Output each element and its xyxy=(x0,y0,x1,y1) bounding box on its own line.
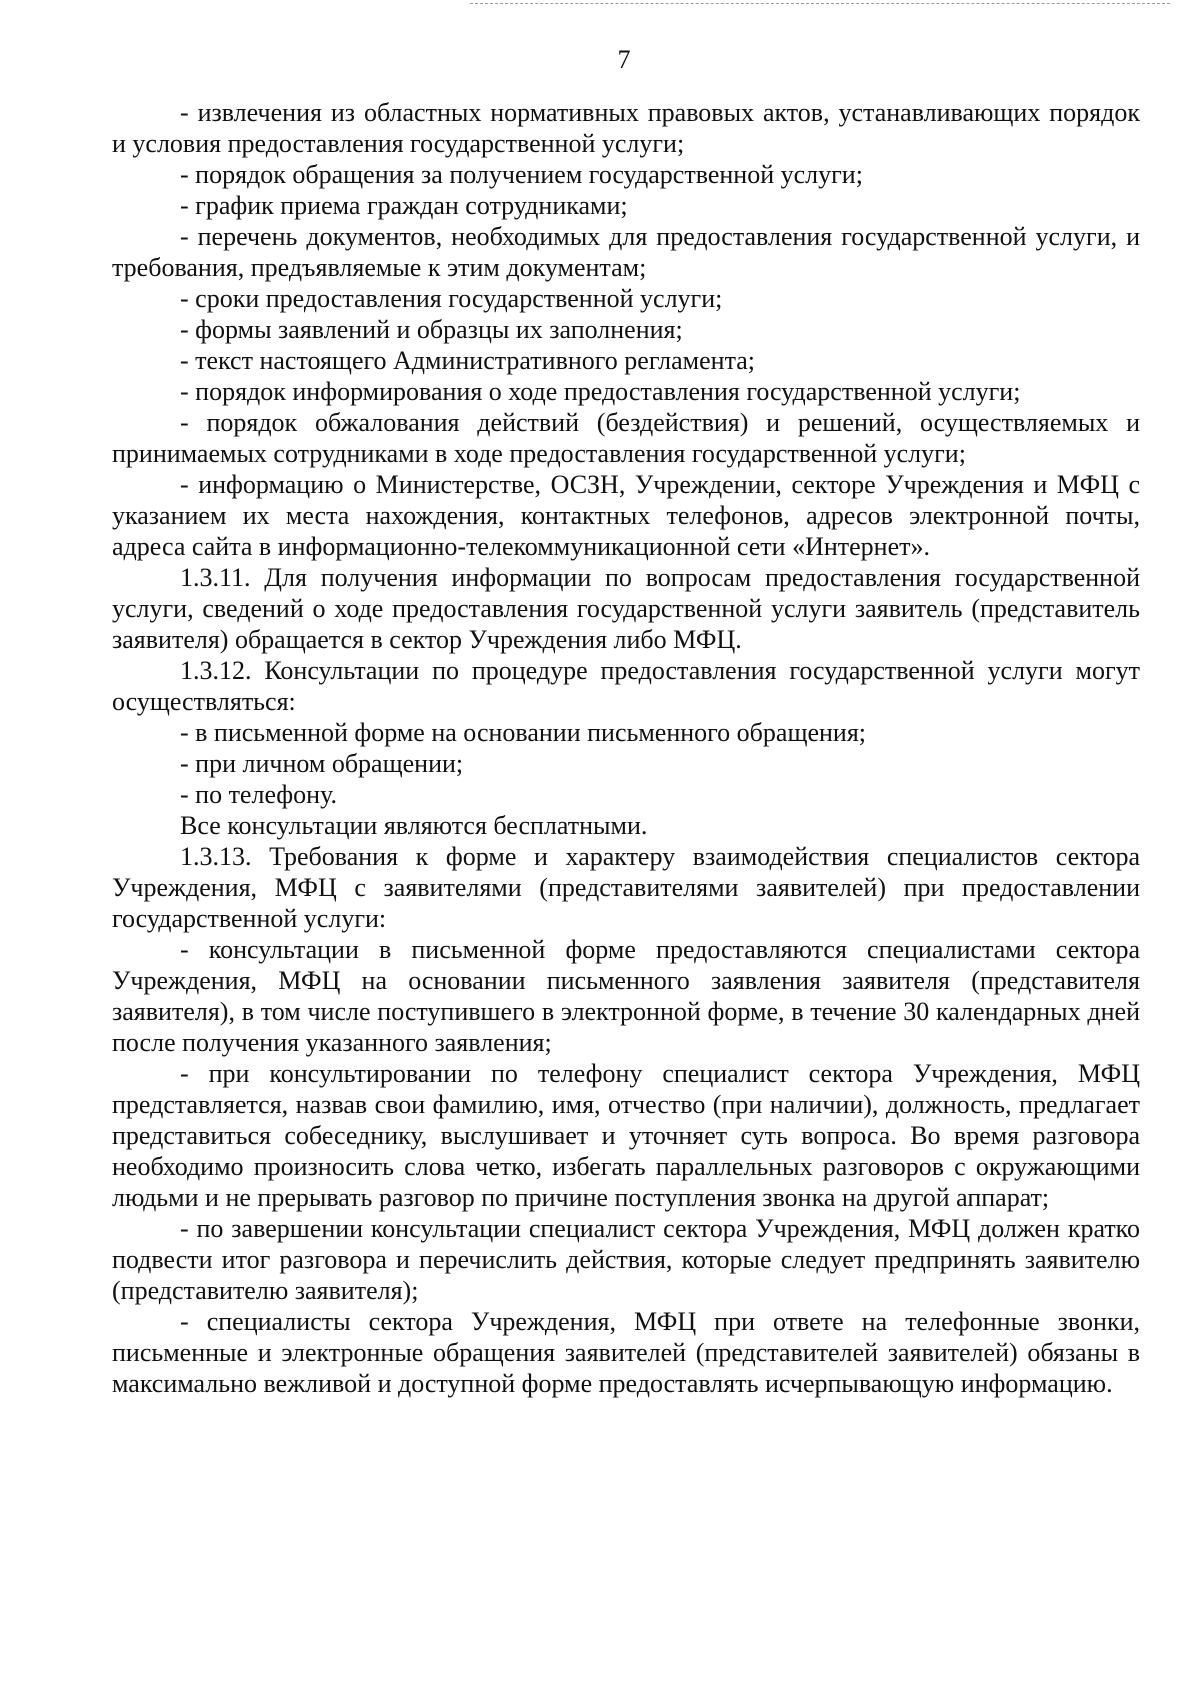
paragraph-consultation-ending: - по завершении консультации специалист сектора Учреждения, МФЦ должен кратко подвести итог разговора и перечислить действия, которые следует предпринять заявителю (представителю заявителя); xyxy=(112,1214,1140,1305)
paragraph-free-consultations: Все консультации являются бесплатными. xyxy=(180,811,648,840)
paragraph-extracts: - извлечения из областных нормативных правовых актов, устанавливающих порядок и условия предоставления государственной услуги; xyxy=(112,98,1140,158)
paragraph-written-form: - в письменной форме на основании письменного обращения; xyxy=(180,718,867,747)
paragraph-appeal-actions: - порядок обжалования действий (бездействия) и решений, осуществляемых и принимаемых сотрудниками в ходе предоставления государственной услуги; xyxy=(112,408,1140,468)
paragraph-by-phone: - по телефону. xyxy=(180,780,337,809)
paragraph-politeness: - специалисты сектора Учреждения, МФЦ при ответе на телефонные звонки, письменные и электронные обращения заявителей (представителей заявителей) обязаны в максимально вежливой и доступной форме предоставлять исчерпывающую информацию. xyxy=(112,1307,1140,1398)
page-number: 7 xyxy=(617,45,631,74)
scan-edge-line xyxy=(470,3,1170,4)
paragraph-1-3-12: 1.3.12. Консультации по процедуре предоставления государственной услуги могут осуществляться: xyxy=(112,656,1140,716)
paragraph-informing-procedure: - порядок информирования о ходе предоставления государственной услуги; xyxy=(180,377,1021,406)
document-body xyxy=(112,97,1140,1399)
paragraph-documents-list: - перечень документов, необходимых для предоставления государственной услуги, и требования, предъявляемые к этим документам; xyxy=(112,222,1140,282)
paragraph-1-3-11: 1.3.11. Для получения информации по вопросам предоставления государственной услуги, сведений о ходе предоставления государственной услуги заявитель (представитель заявителя) обращается в сектор Учреждения либо МФЦ. xyxy=(112,563,1140,654)
paragraph-phone-consultations: - при консультировании по телефону специалист сектора Учреждения, МФЦ представляется, назвав свои фамилию, имя, отчество (при наличии), должность, предлагает представиться собеседнику, выслушивает и уточняет суть вопроса. Во время разговора необходимо произносить слова четко, избегать параллельных разговоров с окружающими людьми и не прерывать разговор по причине поступления звонка на другой аппарат; xyxy=(112,1059,1140,1212)
paragraph-appeal-procedure: - порядок обращения за получением государственной услуги; xyxy=(180,160,863,189)
paragraph-personal-visit: - при личном обращении; xyxy=(180,749,464,778)
paragraph-contact-info: - информацию о Министерстве, ОСЗН, Учреждении, секторе Учреждения и МФЦ с указанием их места нахождения, контактных телефонов, адресов электронной почты, адреса сайта в информационно-телекоммуникационной сети «Интернет». xyxy=(112,470,1140,561)
paragraph-1-3-13: 1.3.13. Требования к форме и характеру взаимодействия специалистов сектора Учреждения, МФЦ с заявителями (представителями заявителей) при предоставлении государственной услуги: xyxy=(112,842,1140,933)
paragraph-regulation-text: - текст настоящего Административного регламента; xyxy=(180,346,756,375)
paragraph-application-forms: - формы заявлений и образцы их заполнения; xyxy=(180,315,683,344)
paragraph-service-terms: - сроки предоставления государственной услуги; xyxy=(180,284,723,313)
paragraph-written-consultations: - консультации в письменной форме предоставляются специалистами сектора Учреждения, МФЦ на основании письменного заявления заявителя (представителя заявителя), в том числе поступившего в электронной форме, в течение 30 календарных дней после получения указанного заявления; xyxy=(112,935,1140,1057)
paragraph-reception-schedule: - график приема граждан сотрудниками; xyxy=(180,191,628,220)
